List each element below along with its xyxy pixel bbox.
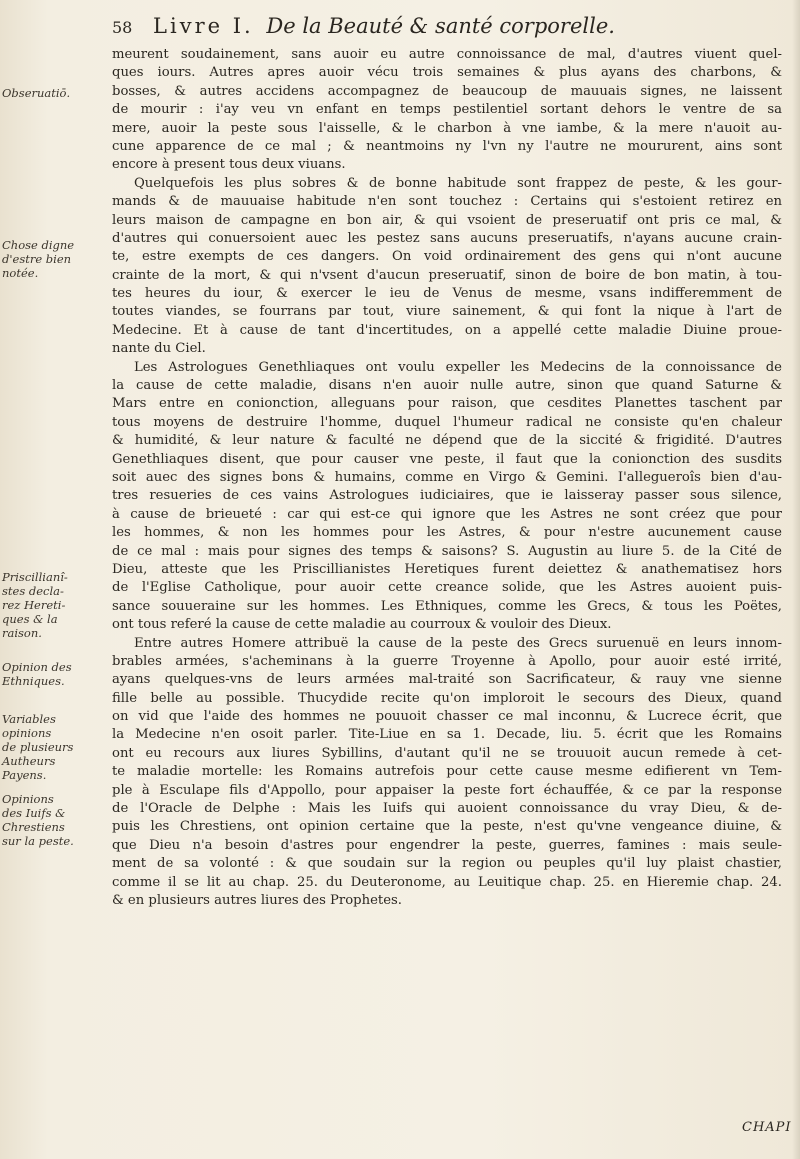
text-line: toutes viandes, se fourrans par tout, viure sainement, & qui font la nique à l'art de [112,304,782,320]
margin-line: Opinions [2,792,54,806]
text-line: ont eu recours aux liures Sybillins, d'autant qu'il ne se trouuoit aucun remede à cet- [112,745,782,761]
margin-line: raison. [2,626,42,640]
margin-note-priscillianistes [2,570,110,640]
text-line: cune apparence de ce mal ; & neantmoins ny l'vn ny l'autre ne moururent, ains sont [112,138,782,154]
text-line: leurs maison de campagne en bon air, & qui vsoient de preseruatif ont pris ce mal, & [112,212,782,228]
text-line: Les Astrologues Genethliaques ont voulu expeller les Medecins de la connoissance de [134,359,782,375]
text-line: te, estre exempts de ces dangers. On void ordinairement des gens qui n'ont aucune [112,249,782,265]
margin-line: d'estre bien [2,252,72,266]
text-line: les hommes, & non les hommes pour les Astres, & pour n'estre aucunement cause [112,525,782,541]
text-line: brables armées, s'acheminans à la guerre Troyenne à Apollo, pour auoir esté irrité, [112,653,782,669]
text-line: & en plusieurs autres liures des Prophetes. [112,892,402,908]
text-line: de mourir : i'ay veu vn enfant en temps pestilentiel sortant dehors le ventre de sa [112,102,782,118]
margin-line: Opinion des [2,660,72,674]
margin-note-variables [2,712,110,782]
margin-line: Chose digne [2,238,75,252]
text-line: Entre autres Homere attribuë la cause de la peste des Grecs suruenuë en leurs innom- [134,635,782,651]
text-line: mere, auoir la peste sous l'aisselle, & le charbon à vne iambe, & la mere n'auoit au- [112,120,782,136]
text-line: ple à Esculape fils d'Appollo, pour appaiser la peste fort échauffée, & ce par la response [112,782,782,798]
margin-line: des Iuifs & [2,806,66,820]
text-line: tes heures du iour, & exercer le ieu de Venus de mesme, vsans indifferemment de [112,286,782,302]
margin-line: Priscillianî- [2,570,68,584]
margin-line: Ethniques. [2,674,65,688]
text-line: puis les Chrestiens, ont opinion certaine que la peste, n'est qu'vne vengeance diuine, & [112,819,782,835]
margin-line: stes decla- [2,584,64,598]
text-line: nante du Ciel. [112,341,206,357]
text-line: & humidité, & leur nature & faculté ne dépend que de la siccité & frigidité. D'autres [112,433,782,449]
margin-line: rez Hereti- [2,598,66,612]
margin-note-opinion-ethniques [2,660,110,688]
text-line: la Medecine n'en osoit parler. Tite-Liue en sa 1. Decade, liu. 5. écrit que les Romains [112,727,782,743]
text-line: encore à present tous deux viuans. [112,157,346,173]
book-label: Livre I. [153,14,254,38]
catchword: CHAPI [742,1120,792,1135]
margin-line: Payens. [2,768,47,782]
text-line: meurent soudainement, sans auoir eu autre connoissance de mal, d'autres viuent quel- [112,47,782,62]
running-header [112,14,772,48]
text-line: ayans quelques-vns de leurs armées mal-traité son Sacrificateur, & rauy vne sienne [112,672,782,688]
text-line: soit auec des signes bons & humains, comme en Virgo & Gemini. I'allegueroîs bien d'au- [112,469,782,485]
margin-note-opinions-iuifs [2,792,110,848]
text-line: que Dieu n'a besoin d'astres pour engendrer la peste, guerres, famines : mais seule- [112,837,782,853]
text-line: te maladie mortelle: les Romains autrefois pour cette cause mesme edifierent vn Tem- [112,764,782,780]
text-line: fille belle au possible. Thucydide recite qu'on imploroit le secours des Dieux, quand [112,690,782,706]
margin-line: sur la peste. [2,834,74,848]
body-text [112,46,782,910]
text-line: mands & de mauuaise habitude n'en sont touchez : Certains qui s'estoient retirez en [112,194,782,210]
text-line: bosses, & autres accidens accompagnez de beaucoup de mauuais signes, ne laissent [112,83,782,99]
margin-note-obseruation [2,86,110,100]
text-line: Medecine. Et à cause de tant d'incertitudes, on a appellé cette maladie Diuine proue- [112,322,782,338]
margin-line: de plusieurs [2,740,74,754]
margin-line: Variables [2,712,56,726]
text-line: ont tous referé la cause de cette maladie au courroux & vouloir des Dieux. [112,617,612,633]
text-line: comme il se lit au chap. 25. du Deuteronome, au Leuitique chap. 25. en Hieremie chap. 24. [112,874,782,890]
margin-line: opinions [2,726,52,740]
text-line: on vid que l'aide des hommes ne pouuoit chasser ce mal inconnu, & Lucrece écrit, que [112,709,782,725]
page-edge-shadow [792,0,800,1159]
margin-line: ques & la [2,612,58,626]
text-line: ques iours. Autres apres auoir vécu trois semaines & plus ayans des charbons, & [112,65,782,81]
text-line: d'autres qui conuersoient auec les pestez sans aucuns preseruatifs, n'ayans aucune crain- [112,230,782,246]
margin-line: Chrestiens [2,820,65,834]
text-line: ment de sa volonté : & que soudain sur la region ou peuples qu'il luy plaist chastier, [112,856,782,872]
page-number: 58 [112,18,133,37]
text-line: à cause de brieueté : car qui est-ce qui ignore que les Astres ne sont créez que pour [112,506,782,522]
text-line: de ce mal : mais pour signes des temps & saisons? S. Augustin au liure 5. de la Cité de [112,543,782,559]
text-line: de l'Eglise Catholique, pour auoir cette creance solide, que les Astres auoient puis- [112,580,782,596]
text-line: Dieu, atteste que les Priscillianistes Heretiques furent deiettez & anathematisez hors [112,561,782,577]
margin-line: Autheurs [2,754,56,768]
chapter-title: De la Beauté & santé corporelle. [266,14,615,38]
text-line: Mars entre en conionction, alleguans pour raison, que cesdites Planettes taschent par [112,396,782,412]
text-line: la cause de cette maladie, disans n'en auoir nulle autre, sinon que quand Saturne & [112,378,782,394]
margin-line: Obseruatiō. [2,86,71,100]
text-line: Genethliaques disent, que pour causer vne peste, il faut que la conionction des susdits [112,451,782,467]
text-line: tres resueries de ces vains Astrologues iudiciaires, que ie laisseray passer sous silence, [112,488,782,504]
margin-line: notée. [2,266,39,280]
text-line: de l'Oracle de Delphe : Mais les Iuifs qui auoient connoissance du vray Dieu, & de- [112,801,782,817]
text-line: crainte de la mort, & qui n'vsent d'aucun preseruatif, sinon de boire de bon matin, à tou- [112,267,782,283]
text-line: tous moyens de destruire l'homme, duquel l'humeur radical ne consiste qu'en chaleur [112,414,782,430]
text-line: Quelquefois les plus sobres & de bonne habitude sont frappez de peste, & les gour- [134,175,782,191]
text-line: sance souueraine sur les hommes. Les Ethniques, comme les Grecs, & tous les Poëtes, [112,598,782,614]
margin-note-chose-digne [2,238,110,280]
